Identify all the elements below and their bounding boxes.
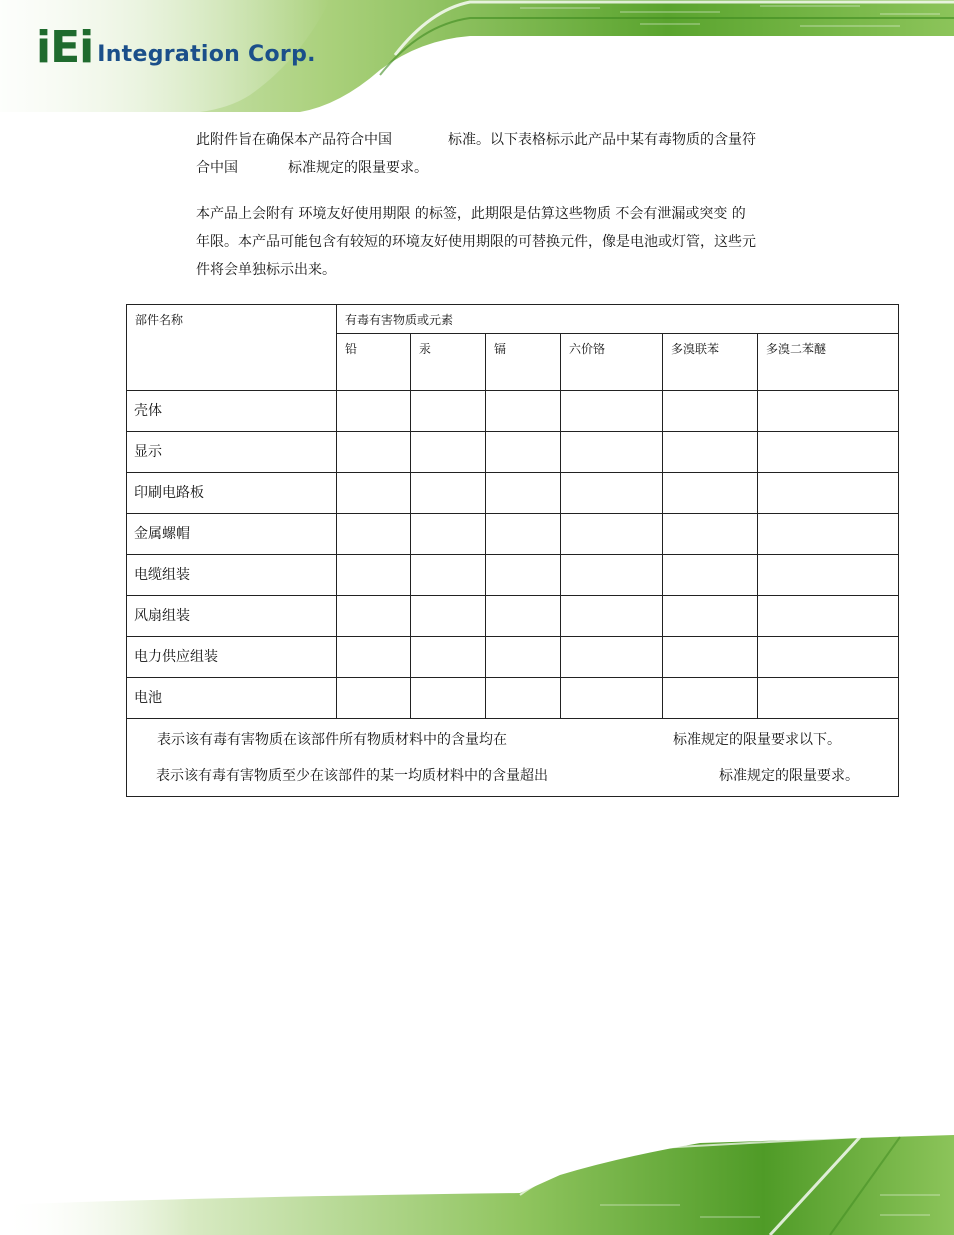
table-cell (663, 637, 758, 678)
table-row (127, 596, 899, 637)
table-cell (411, 678, 486, 719)
table-row (127, 555, 899, 596)
table-cell (758, 637, 899, 678)
table-cell (758, 432, 899, 473)
substance-column-header: 多溴联苯 (663, 334, 758, 391)
intro-line (196, 154, 816, 182)
legend-text: 表示该有毒有害物质至少在该部件的某一均质材料中的含量超出 (156, 768, 548, 784)
table-cell (758, 391, 899, 432)
table-row (127, 473, 899, 514)
legend-text: 表示该有毒有害物质在该部件所有物质材料中的含量均在 (157, 732, 507, 748)
table-cell (337, 596, 411, 637)
legend-line-1 (127, 719, 898, 756)
intro-text: 标准规定的限量要求。 (288, 160, 428, 176)
table-cell (663, 514, 758, 555)
table-cell (663, 391, 758, 432)
table-cell (663, 555, 758, 596)
intro-line (196, 126, 816, 154)
intro-text: 此附件旨在确保本产品符合中国 (196, 132, 392, 148)
substance-column-header: 汞 (411, 334, 486, 391)
table-cell (758, 555, 899, 596)
logo-mark: iEi (36, 22, 94, 73)
table-cell (411, 514, 486, 555)
table-cell (337, 555, 411, 596)
substance-header: 有毒有害物质或元素 (337, 305, 899, 334)
part-name-cell: 风扇组装 (127, 596, 337, 637)
hazardous-substance-table (126, 304, 899, 797)
substance-column-header: 多溴二苯醚 (758, 334, 899, 391)
table-cell (663, 432, 758, 473)
table-cell (411, 596, 486, 637)
table-row (127, 514, 899, 555)
table-cell (411, 391, 486, 432)
table-cell (486, 432, 561, 473)
company-logo (36, 22, 316, 73)
intro-paragraph-2 (196, 200, 816, 284)
intro-text: 标准。以下表格标示此产品中某有毒物质的含量符 (448, 132, 756, 148)
part-name-cell: 电缆组装 (127, 555, 337, 596)
table-cell (486, 637, 561, 678)
intro-line: 件将会单独标示出来。 (196, 262, 336, 278)
table-cell (758, 473, 899, 514)
table-row (127, 637, 899, 678)
intro-text: 合中国 (196, 160, 238, 176)
table-cell (758, 678, 899, 719)
table-cell (758, 514, 899, 555)
table-cell (486, 555, 561, 596)
logo-text: Integration Corp. (97, 42, 316, 67)
table-cell (337, 391, 411, 432)
table-cell (561, 637, 663, 678)
table-cell (561, 514, 663, 555)
part-name-cell: 壳体 (127, 391, 337, 432)
part-name-cell: 印刷电路板 (127, 473, 337, 514)
table-cell (561, 678, 663, 719)
table-cell (561, 432, 663, 473)
part-name-header: 部件名称 (127, 305, 337, 391)
table-cell (663, 596, 758, 637)
legend-line-2 (127, 756, 898, 796)
table-row (127, 678, 899, 719)
intro-line: 本产品上会附有 环境友好使用期限 的标签，此期限是估算这些物质 不会有泄漏或突变 的 (196, 206, 746, 222)
intro-line: 年限。本产品可能包含有较短的环境友好使用期限的可替换元件，像是电池或灯管，这些元 (196, 234, 756, 250)
table-cell (486, 473, 561, 514)
table-cell (561, 596, 663, 637)
table-cell (486, 678, 561, 719)
table-cell (337, 473, 411, 514)
legend-text: 标准规定的限量要求。 (719, 768, 859, 784)
table-cell (663, 678, 758, 719)
table-cell (411, 637, 486, 678)
legend-row (127, 719, 899, 797)
table-cell (561, 473, 663, 514)
table-cell (337, 678, 411, 719)
legend-cell (127, 719, 899, 797)
table-cell (337, 432, 411, 473)
table-cell (337, 637, 411, 678)
part-name-cell: 金属螺帽 (127, 514, 337, 555)
table-cell (758, 596, 899, 637)
table-row (127, 391, 899, 432)
table-cell (411, 555, 486, 596)
substance-column-header: 镉 (486, 334, 561, 391)
table-cell (486, 391, 561, 432)
table-cell (486, 596, 561, 637)
table-cell (486, 514, 561, 555)
footer-banner (0, 1135, 954, 1235)
intro-paragraph-1 (196, 126, 816, 182)
table-cell (411, 432, 486, 473)
table-row (127, 432, 899, 473)
substance-column-header: 铅 (337, 334, 411, 391)
table-cell (663, 473, 758, 514)
part-name-cell: 电池 (127, 678, 337, 719)
table-cell (411, 473, 486, 514)
legend-text: 标准规定的限量要求以下。 (673, 732, 841, 748)
table-cell (561, 555, 663, 596)
part-name-cell: 电力供应组装 (127, 637, 337, 678)
table-cell (561, 391, 663, 432)
substance-column-header: 六价铬 (561, 334, 663, 391)
table-cell (337, 514, 411, 555)
part-name-cell: 显示 (127, 432, 337, 473)
